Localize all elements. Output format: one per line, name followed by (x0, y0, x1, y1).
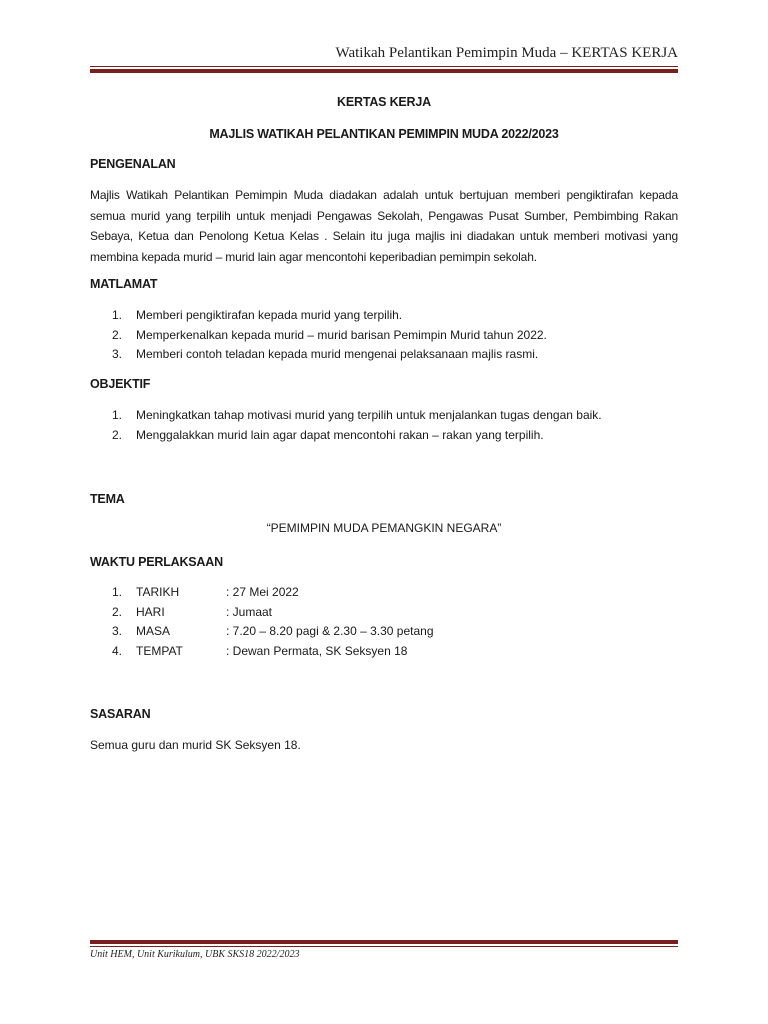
section-heading-sasaran: SASARAN (90, 707, 151, 721)
footer-rule (90, 940, 678, 947)
footer-text: Unit HEM, Unit Kurikulum, UBK SKS18 2022/2023 (90, 949, 300, 960)
section-heading-waktu: WAKTU PERLAKSAAN (90, 555, 223, 569)
theme-text: “PEMIMPIN MUDA PEMANGKIN NEGARA” (266, 521, 502, 535)
section-heading-matlamat: MATLAMAT (90, 277, 158, 291)
section-heading-pengenalan: PENGENALAN (90, 157, 176, 171)
section-heading-tema: TEMA (90, 492, 125, 506)
pengenalan-paragraph: Majlis Watikah Pelantikan Pemimpin Muda diadakan adalah untuk bertujuan memberi pengiktirafan kepada semua murid yang terpilih untuk menjadi Pengawas Sekolah, Pengawas Pusat Sumber, Pembimbing Rakan Sebaya, Ketua dan Penolong Ketua Kelas . Selain itu juga majlis ini diadakan untuk memberi motivasi yang membina kepada murid – murid lain agar mencontohi keperibadian pemimpin sekolah. (90, 188, 678, 264)
section-heading-objektif: OBJEKTIF (90, 377, 151, 391)
document-subtitle: MAJLIS WATIKAH PELANTIKAN PEMIMPIN MUDA 2022/2023 (209, 127, 559, 141)
header-title: Watikah Pelantikan Pemimpin Muda – KERTAS KERJA (335, 45, 678, 61)
document-title: KERTAS KERJA (337, 95, 431, 109)
header-rule (90, 66, 678, 73)
sasaran-text: Semua guru dan murid SK Seksyen 18. (90, 738, 301, 752)
